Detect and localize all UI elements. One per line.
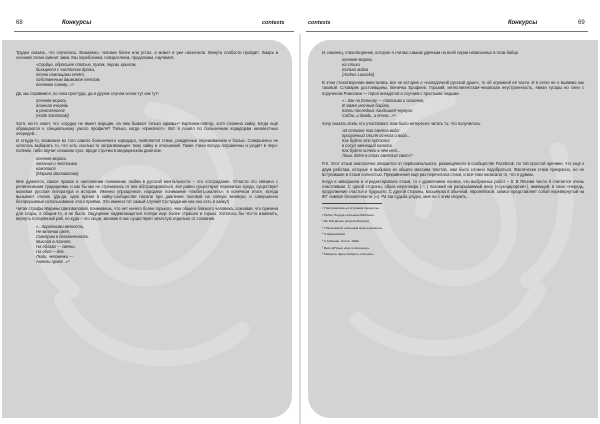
running-head: contests — [308, 20, 331, 26]
poem-line: нажатися — [36, 165, 56, 171]
footnote: ⁸ Мамугян. Даль Кабриль «Осение» — [322, 252, 374, 257]
paragraph: И откуда-то, возможно во того самого больничного коридора, появляется стихи, рождённые переживанием и болью. Совершенно не хотелось выбирать то, что хоть сколько-то затрагивающее тему хайку и отношений. Такие стихи всегда пограничны и уходят в перо-полемю, либо звучат слишком сухо, вроде строчки в медицинском диагнозе. — [16, 138, 278, 154]
poem-line: только водка — [342, 67, 369, 73]
footnote: ⁴ Н Бушевской «Осенний краж колыбели» — [322, 225, 383, 230]
article-panel — [2, 40, 292, 418]
poem-line: Смотрим в бесконечность — [36, 233, 89, 239]
poem-line: (Марина Шиповалова) — [36, 170, 79, 176]
poem-line: (Andrus Lunacko) — [342, 72, 375, 78]
paragraph: В этом стихотворении вместились все не история о «наладочной русской душе», то об огромной её части. И в сетке не о выпивке как таковой. Словарик достоевщины, Веничка Ерофеев, Горький, интеллигентская-чеховская неустроенность, явная гусары но сени с порученом Ромоскин — героя анекдотов и случаев с простыми людьми. — [322, 80, 584, 96]
article-body — [322, 50, 584, 259]
paragraph: Хотя, ни-то знает, что «сердце не имеет морщин, на нем бывают только шрамы»² Картинка-повтор, хотя сложена хайку. Когда ещё обращаются к специальному узкого профиля? Только, когда «приклеют». Вот я пошёл по больничным коридорам неизвестных очередей... — [16, 120, 278, 137]
poem-line: осенняя морось — [342, 57, 373, 63]
paragraph: Да, мы справимся, по пока простуда, да и другие случаи осени тут как тут! — [16, 90, 159, 96]
poem-line: Сабли, и дождь, и почна...»⁴ — [342, 112, 396, 118]
running-head: contests — [262, 20, 285, 26]
article-body — [16, 50, 278, 264]
page-number: 69 — [578, 20, 585, 26]
header-rule — [306, 31, 588, 32]
footnote-rule — [322, 203, 382, 204]
footnote: ⁶ К Арбенин. Стихи. 1992г. — [322, 238, 360, 243]
poem-line: (Надя Santamaki) — [36, 112, 69, 118]
poem-line: Лишь блёт в сейах светлый свет»⁵ — [342, 153, 413, 159]
poem-line: осенняя морось — [36, 97, 67, 103]
poem-line: «В стакане так светла вода: — [342, 128, 400, 134]
poem-line: осенняя морось — [36, 155, 67, 161]
poem-line: Как будто это пустота — [342, 138, 390, 144]
footnote: ⁷ Вася Д'Грэни «Как по Есенину» — [322, 245, 370, 250]
poem-line: желания и честными — [36, 160, 77, 166]
poem-line: Как будто ничего в нём нет... — [342, 148, 401, 154]
poem-line: прозрачный стиля стекла и вода... — [342, 133, 411, 139]
poem-line: Не включив свет, — [36, 228, 71, 234]
poem-line: собственным движимое теплом, — [36, 77, 101, 83]
poem-line: в сосуд звенящий налита. — [342, 143, 393, 149]
poem-line: на стихи — [342, 62, 360, 68]
poem-line: «...Как по Есенину — тоскливо и сказочно, — [342, 97, 425, 103]
header-rule — [14, 31, 294, 32]
poem-line: длинная очередь — [36, 102, 69, 108]
poem-line: В замке уютный бардак, — [342, 102, 390, 108]
article-panel — [308, 40, 598, 418]
footnote: ⁵ Н Шанхайский — [322, 232, 345, 237]
paragraph: Трудно сказать, что случилось. Возможно, человек болен или устал, а может и уже наскочила. Минута слабости пройдёт. Хмарь и осенний сплин сменит зима. Мы перебоенем, повзрослеем, продолжим, научимся. — [16, 50, 278, 61]
poem-line: Люди, человечки — — [36, 253, 74, 259]
paragraph: P.S. Этот отзыв аналогично опирается от первоначального, размещённого в сообществе Facebook, по той простой причине, что ещё к двум работам, которые я выбрала из общего массива текстов, нам было сложно подобраться. Фактически стихи прекрасно, но не вступавшие в отзыв полностью. Приравнения ещё раз перечитала стихи, и всё-таки написала то, что я думаю. — [322, 161, 584, 177]
section-title: Конкурсы — [62, 20, 92, 26]
poem-line: «...Короткими вечность, — [36, 223, 85, 229]
paragraph: Хочу сказать всем, кто участвовал: нам было интересно читать то, что получилось. — [322, 120, 482, 126]
poem-line: бьющееся с частотою дрожи, — [36, 67, 95, 73]
section-title: Конкурсы — [508, 20, 538, 26]
paragraph: Мне думается, самое правое в наполнении понимание любви в русской ментальности – это сострадание. Отчасти это связано с религиозными традициями, и как бы мы не стремились от них абстрагироваться, всё равно существуют пережитых среда, существует молевая русская литература и история. Именно упрощенное, народное понимание «любить=жалеть», в конечном итоге, всегда вызывает отклик. (Да-да, одно время в хайку-сообществе писали про давление половой на слёвую великую, и совершенно беспрерывные использование этого приёма. Это именно тот самый случай! Сострадание как оно есть в хайку!) — [16, 178, 278, 204]
right-page — [300, 0, 600, 424]
poem-line: осеннюю синеву...»¹ — [36, 82, 75, 88]
paragraph: Когда я завершила и отредактировала отзыв, то с удивлением поняла, что выбранных работ – 8. В Японии число 8 считается очень счастливым. С одной стороны, образ иероглифа (八) похожий на раскрываемый веер («сухоцироргия»), имеющий, в свою очередь, продолжение счастья и будущего. С другой стороны, восьмёрка в обычной, европейской, записи представляет собой перевёрнутый на 90° символ бесконечности (∞). Ра так судьба угодно, мне ли с этим спорить... — [322, 178, 584, 199]
poem-line: Ангелы архея...»³ — [36, 258, 70, 264]
paragraph: И, наконец, стихотворение, которое я считаю самым удачным на всей серии написанных в этом бабце. — [322, 50, 520, 55]
poem-line: в рентгенолог — [36, 107, 65, 113]
poem-line: «Сердце, обросшее плотью, пухом, пером, крылом, — [36, 62, 137, 68]
page-number: 68 — [16, 20, 23, 26]
poem-line: На облава — свечки, — [36, 243, 76, 249]
poem-line: На обей —для, — [36, 248, 65, 254]
poem-line: точно ножницами сечёт, — [36, 72, 85, 78]
poem-line: Капли последних ландышей-чернухо — [342, 107, 413, 113]
footnote: ³ Ян Рой Денон (Алисия Бирина) — [322, 219, 369, 224]
paragraph: Читая строфы Марины Шиповаловой, понимаешь, что нет ничего более горького, чем общего близкого человека, сознавая, что причина для ссоры, в общем-то, и не было. Ощущение надвигающегося потери еще более страшно и горько. Хотелось бы что-то изменить, вернуть потерянный рай, но куда – это люди, звонкие в нас существуют зачастую отдельно от сознания. — [16, 206, 278, 222]
footnote: ² Пабло Неруда «Осенние Бабочки» — [322, 212, 375, 217]
footnote: ¹ Г Шиповалова «А в правом процессе» — [322, 205, 380, 210]
poem-line: Мысной в планет, — [36, 238, 72, 244]
